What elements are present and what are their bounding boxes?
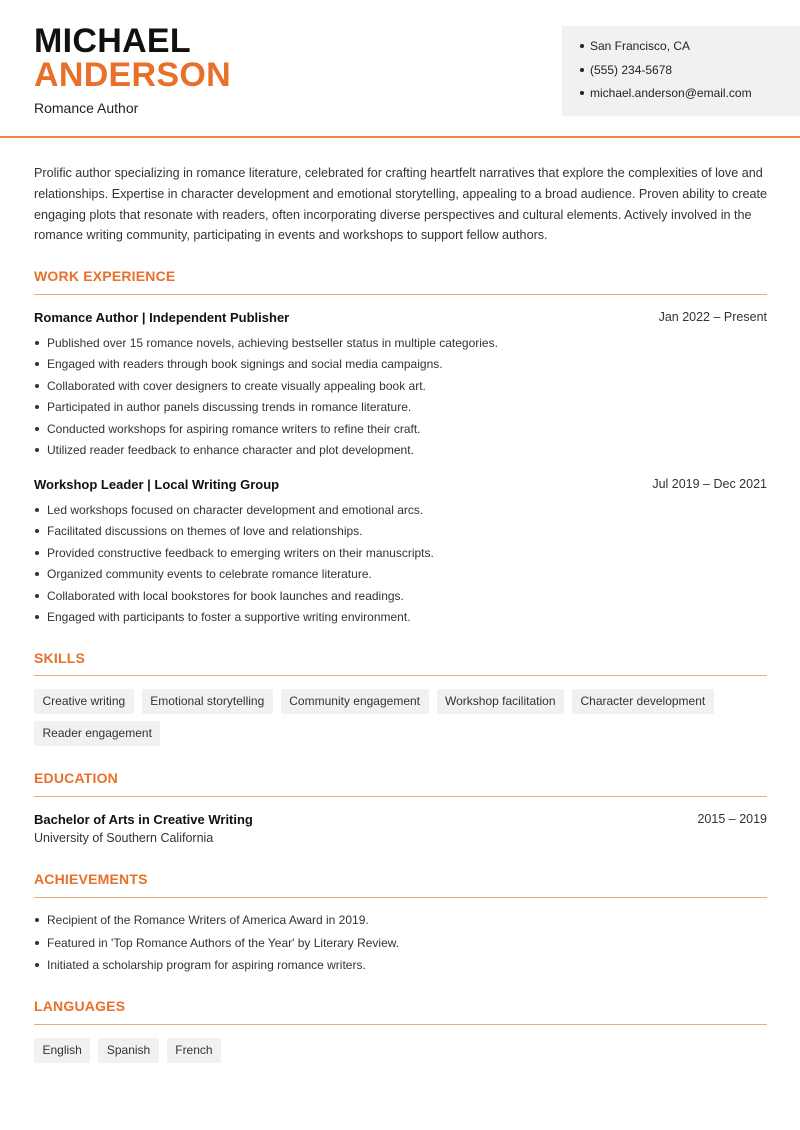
languages-list xyxy=(34,1038,774,1063)
skill-chip: Emotional storytelling xyxy=(142,689,273,714)
section-title-education: EDUCATION xyxy=(34,770,118,786)
section-divider xyxy=(34,897,767,898)
list-item: Published over 15 romance novels, achieving bestseller status in multiple categories. xyxy=(34,334,767,355)
list-item: Initiated a scholarship program for aspiring romance writers. xyxy=(34,956,767,979)
first-name: MICHAEL xyxy=(34,22,191,60)
skill-chip: Workshop facilitation xyxy=(437,689,565,714)
language-chip: English xyxy=(34,1038,90,1063)
list-item: Organized community events to celebrate romance literature. xyxy=(34,565,767,586)
summary: Prolific author specializing in romance literature, celebrated for crafting heartfelt narratives that explore the complexities of love and relationships. Expertise in character development and emotional storytelling, appealing to a broad audience. Proven ability to create engaging plots that resonate with readers, often incorporating diverse perspectives and cultural elements. Actively involved in the romance writing community, participating in events and workshops to support fellow authors. xyxy=(34,166,767,243)
section-title-languages: LANGUAGES xyxy=(34,998,126,1014)
section-title-achievements: ACHIEVEMENTS xyxy=(34,871,148,887)
list-item: Recipient of the Romance Writers of America Award in 2019. xyxy=(34,911,767,934)
school-name: University of Southern California xyxy=(34,831,214,845)
section-divider xyxy=(34,675,767,676)
section-divider xyxy=(34,1024,767,1025)
section-divider xyxy=(34,796,767,797)
skill-chip: Reader engagement xyxy=(34,721,160,746)
job-date: Jul 2019 – Dec 2021 xyxy=(652,477,767,491)
list-item: Engaged with readers through book signings and social media campaigns. xyxy=(34,355,767,376)
list-item: Participated in author panels discussing trends in romance literature. xyxy=(34,398,767,419)
contact-email[interactable]: michael.anderson@email.com xyxy=(580,84,800,108)
resume-header xyxy=(0,0,800,138)
list-item: Provided constructive feedback to emerging writers on their manuscripts. xyxy=(34,544,767,565)
skills-list xyxy=(34,689,774,746)
job-bullets xyxy=(34,334,767,462)
contact-phone: (555) 234-5678 xyxy=(580,61,800,85)
skill-chip: Character development xyxy=(572,689,714,714)
degree-title: Bachelor of Arts in Creative Writing xyxy=(34,812,253,827)
job-title: Workshop Leader | Local Writing Group xyxy=(34,477,280,492)
list-item: Led workshops focused on character development and emotional arcs. xyxy=(34,501,767,522)
list-item: Engaged with participants to foster a supportive writing environment. xyxy=(34,608,767,629)
list-item: Collaborated with local bookstores for book launches and readings. xyxy=(34,587,767,608)
job-bullets xyxy=(34,501,767,629)
list-item: Featured in 'Top Romance Authors of the Year' by Literary Review. xyxy=(34,934,767,957)
job-date: Jan 2022 – Present xyxy=(658,310,767,324)
achievements-list xyxy=(34,911,767,979)
list-item: Facilitated discussions on themes of love and relationships. xyxy=(34,522,767,543)
job-title: Romance Author | Independent Publisher xyxy=(34,310,290,325)
list-item: Conducted workshops for aspiring romance writers to refine their craft. xyxy=(34,420,767,441)
last-name: ANDERSON xyxy=(34,56,231,94)
contact-box xyxy=(562,26,800,116)
skill-chip: Creative writing xyxy=(34,689,134,714)
section-title-skills: SKILLS xyxy=(34,650,85,666)
section-title-work-experience: WORK EXPERIENCE xyxy=(34,268,176,284)
job-role: Romance Author xyxy=(34,100,139,116)
language-chip: French xyxy=(167,1038,221,1063)
list-item: Collaborated with cover designers to create visually appealing book art. xyxy=(34,377,767,398)
contact-location: San Francisco, CA xyxy=(580,37,800,61)
language-chip: Spanish xyxy=(98,1038,158,1063)
education-date: 2015 – 2019 xyxy=(697,812,767,826)
list-item: Utilized reader feedback to enhance character and plot development. xyxy=(34,441,767,462)
skill-chip: Community engagement xyxy=(281,689,429,714)
section-divider xyxy=(34,294,767,295)
